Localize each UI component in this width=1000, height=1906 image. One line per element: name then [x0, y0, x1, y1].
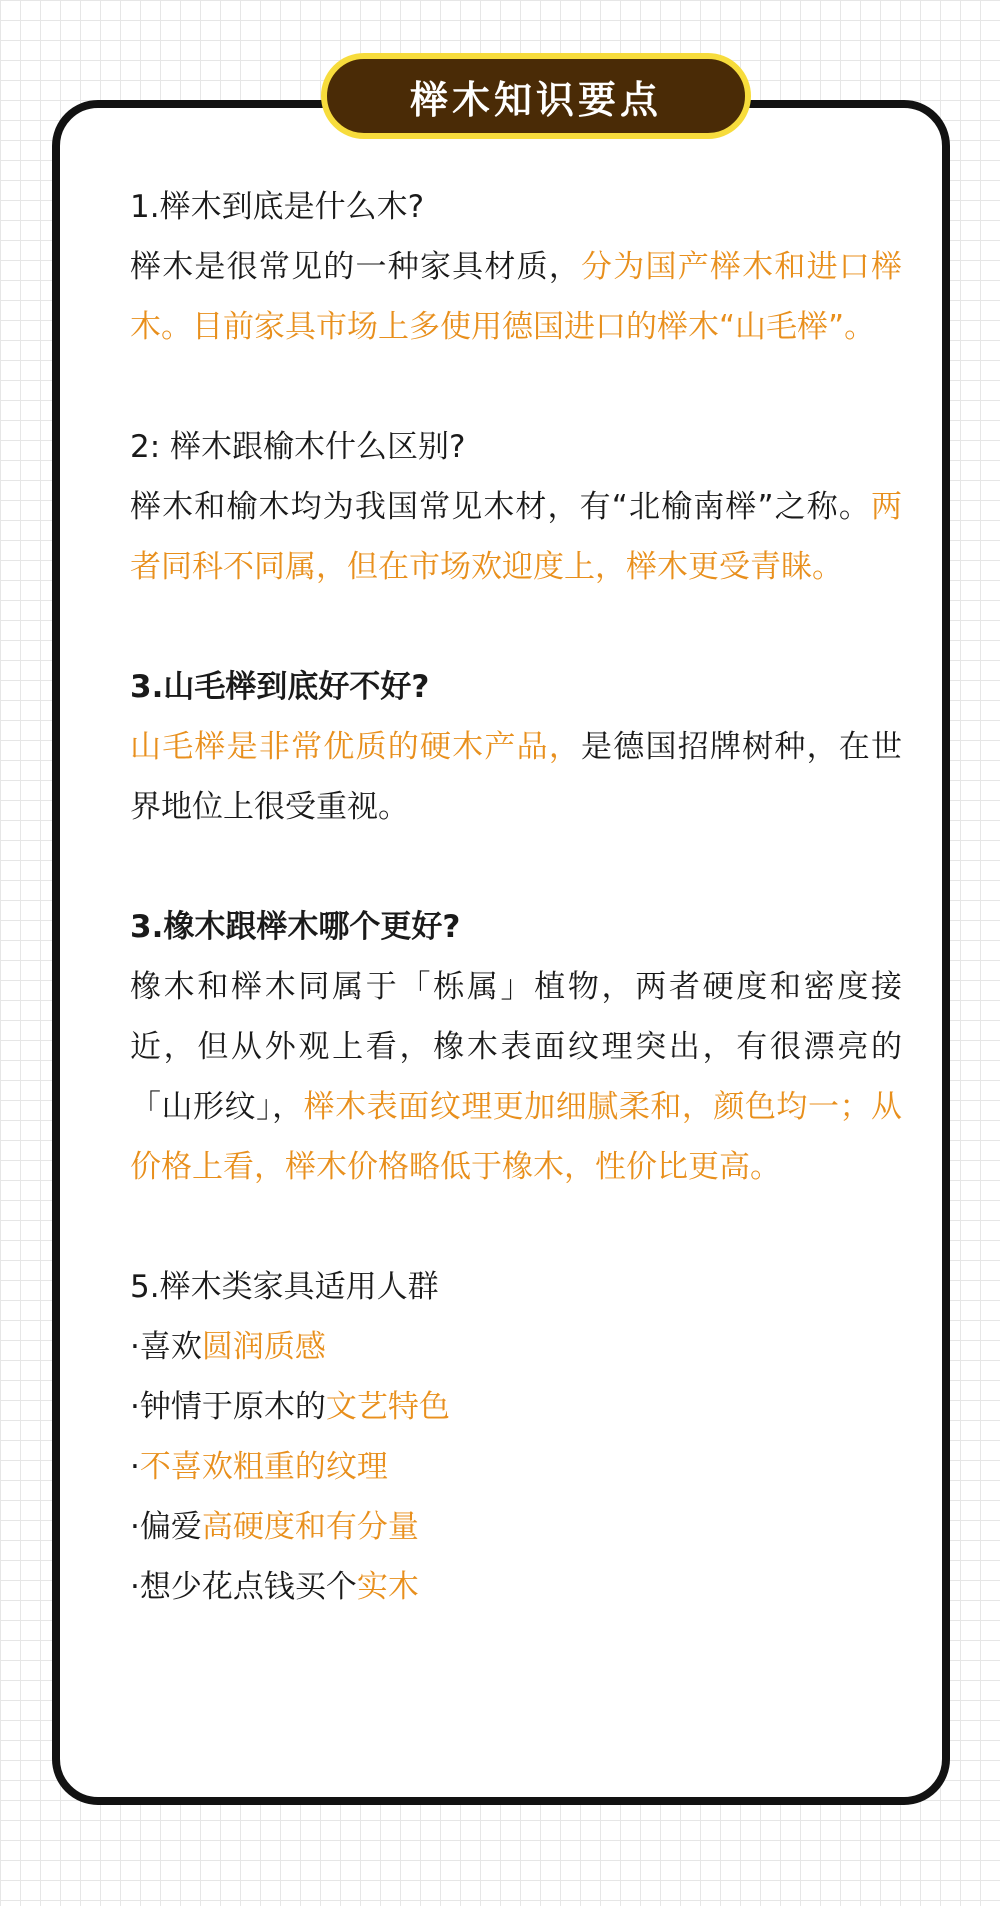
question-2: 2: 榉木跟榆木什么区别? — [130, 429, 466, 465]
list-item-plain: 偏爱 — [139, 1509, 202, 1545]
answer-1-plain: 榉木是很常见的一种家具材质， — [130, 249, 582, 285]
list-item — [130, 1557, 902, 1617]
list-item-highlight: 高硬度和有分量 — [201, 1509, 419, 1545]
list-bullet: · — [130, 1329, 140, 1365]
question-5: 5.榉木类家具适用人群 — [130, 1269, 439, 1305]
section-beech-vs-elm — [130, 417, 902, 597]
section-oak-vs-beech — [130, 897, 902, 1197]
answer-1-highlight: 分为国产榉木和进口榉木。目前家具市场上多使用德国进口的榉木“山毛榉”。 — [130, 249, 903, 345]
list-item-highlight: 圆润质感 — [201, 1329, 326, 1365]
list-item-plain: 喜欢 — [139, 1329, 202, 1365]
page-title: 榉木知识要点 — [409, 77, 662, 122]
answer-3-highlight: 山毛榉是非常优质的硬木产品， — [130, 729, 582, 765]
answer-4 — [130, 957, 902, 1197]
list-item-highlight: 实木 — [356, 1569, 419, 1605]
answer-2-highlight: 两者同科不同属，但在市场欢迎度上，榉木更受青睐。 — [130, 489, 902, 585]
answer-1 — [130, 237, 902, 357]
list-item-highlight: 文艺特色 — [325, 1389, 450, 1425]
list-item — [130, 1317, 902, 1377]
suitable-people-list — [130, 1317, 902, 1617]
list-bullet: · — [130, 1389, 140, 1425]
content-body — [130, 177, 902, 1677]
list-bullet: · — [130, 1449, 140, 1485]
question-1: 1.榉木到底是什么木? — [130, 189, 425, 225]
answer-4-highlight: 榉木表面纹理更加细腻柔和，颜色均一；从价格上看，榉木价格略低于橡木，性价比更高。 — [130, 1089, 902, 1185]
section-european-beech — [130, 657, 902, 837]
list-item — [130, 1497, 902, 1557]
title-banner — [321, 53, 751, 139]
list-item — [130, 1437, 902, 1497]
answer-3-plain: 是德国招牌树种，在世界地位上很受重视。 — [130, 729, 903, 825]
answer-4-plain: 橡木和榉木同属于「栎属」植物，两者硬度和密度接近，但从外观上看，橡木表面纹理突出，有很漂亮的「山形纹」， — [130, 969, 902, 1125]
list-item — [130, 1377, 902, 1437]
section-what-is-beech — [130, 177, 902, 357]
answer-2-plain: 榉木和榆木均为我国常见木材，有“北榆南榉”之称。 — [130, 489, 871, 525]
question-4: 3.橡木跟榉木哪个更好? — [130, 909, 461, 945]
list-bullet: · — [130, 1569, 140, 1605]
section-suitable-people — [130, 1257, 902, 1617]
question-3: 3.山毛榉到底好不好? — [130, 669, 430, 705]
answer-3 — [130, 717, 902, 837]
list-item-plain: 想少花点钱买个 — [139, 1569, 357, 1605]
list-item-highlight: 不喜欢粗重的纹理 — [139, 1449, 388, 1485]
list-item-plain: 钟情于原木的 — [139, 1389, 326, 1425]
list-bullet: · — [130, 1509, 140, 1545]
answer-2 — [130, 477, 902, 597]
